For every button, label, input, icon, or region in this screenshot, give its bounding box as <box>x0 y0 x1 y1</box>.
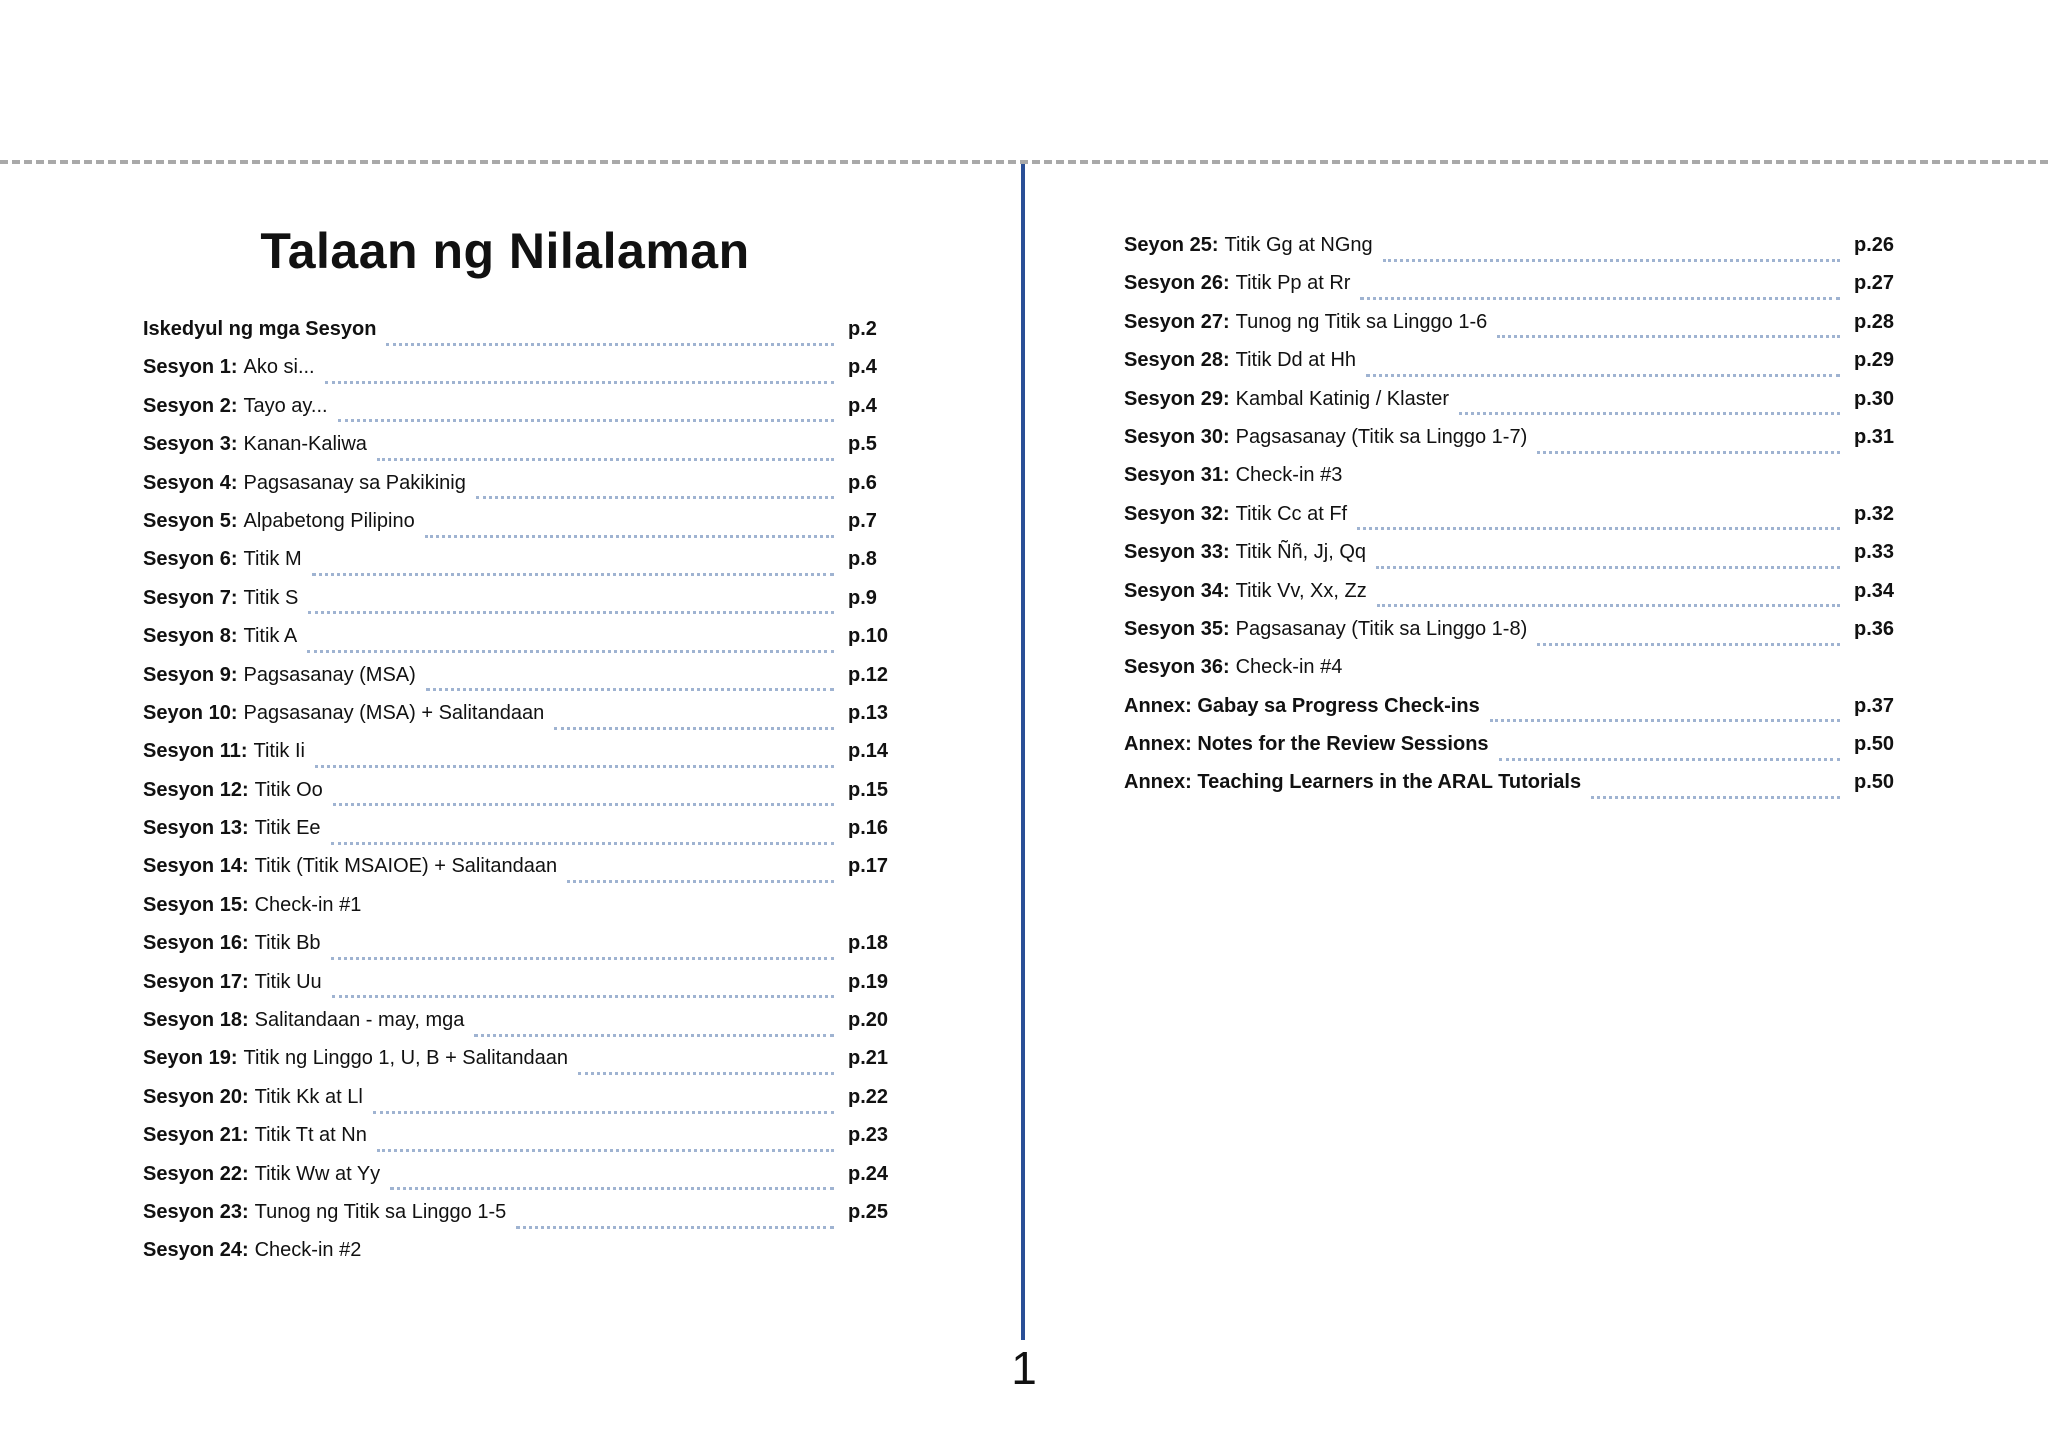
toc-entry-page: p.4 <box>848 356 877 379</box>
toc-entry[interactable] <box>143 1009 898 1047</box>
toc-entry-title: Titik Oo <box>254 778 323 801</box>
toc-entry-page: p.31 <box>1854 425 1895 448</box>
toc-entry-label: Sesyon 5: <box>143 509 238 532</box>
toc-entry-title: Titik Dd at Hh <box>1235 349 1357 372</box>
toc-dot-leader <box>325 381 834 384</box>
toc-entry[interactable] <box>1124 656 1904 694</box>
toc-entry-page: p.32 <box>1854 502 1895 525</box>
toc-entry[interactable] <box>143 548 898 586</box>
toc-entry-title: Titik Uu <box>254 970 322 993</box>
toc-entry-title: Check-in #4 <box>1235 656 1343 679</box>
toc-dot-leader <box>332 995 834 998</box>
toc-entry-title: Pagsasanay (MSA) <box>243 663 416 686</box>
toc-entry-title: Titik Cc at Ff <box>1235 502 1348 525</box>
toc-entry-page: p.8 <box>848 548 877 571</box>
toc-entry-label: Sesyon 3: <box>143 433 238 456</box>
toc-dot-leader <box>307 650 834 653</box>
toc-entry-label: Annex: Teaching Learners in the ARAL Tutorials <box>1124 771 1582 794</box>
toc-entry[interactable] <box>143 817 898 855</box>
toc-dot-leader <box>1499 758 1840 761</box>
toc-entry-label: Sesyon 33: <box>1124 541 1230 564</box>
toc-entry[interactable] <box>143 894 898 932</box>
toc-entry[interactable] <box>143 1163 898 1201</box>
toc-entry-page: p.14 <box>848 740 889 763</box>
toc-entry[interactable] <box>1124 695 1904 733</box>
toc-entry[interactable] <box>1124 349 1904 387</box>
toc-entry-title: Pagsasanay (Titik sa Linggo 1-8) <box>1235 617 1528 640</box>
toc-entry-page: p.4 <box>848 394 877 417</box>
toc-entry-page: p.17 <box>848 855 889 878</box>
toc-dot-leader <box>554 727 834 730</box>
toc-entry[interactable] <box>143 1086 898 1124</box>
toc-entry[interactable] <box>143 1047 898 1085</box>
toc-dot-leader <box>333 803 834 806</box>
toc-entry-title: Pagsasanay sa Pakikinig <box>243 471 466 494</box>
toc-entry-label: Sesyon 24: <box>143 1239 249 1262</box>
page-title: Talaan ng Nilalaman <box>260 223 750 279</box>
toc-entry-title: Check-in #1 <box>254 893 362 916</box>
toc-entry-page: p.27 <box>1854 272 1895 295</box>
toc-entry[interactable] <box>143 318 898 356</box>
toc-entry[interactable] <box>143 472 898 510</box>
toc-dot-leader <box>426 688 834 691</box>
toc-entry[interactable] <box>1124 464 1904 502</box>
toc-entry[interactable] <box>143 625 898 663</box>
toc-entry[interactable] <box>1124 388 1904 426</box>
toc-entry-page: p.26 <box>1854 234 1895 256</box>
toc-entry-page: p.25 <box>848 1200 889 1223</box>
toc-dot-leader <box>474 1034 834 1037</box>
toc-dot-leader <box>377 458 834 461</box>
toc-entry-title: Tunog ng Titik sa Linggo 1-5 <box>254 1200 507 1223</box>
toc-dot-leader <box>1377 604 1840 607</box>
toc-entry-label: Sesyon 17: <box>143 970 249 993</box>
toc-left-column <box>143 318 898 1278</box>
toc-entry-page: p.2 <box>848 318 877 340</box>
toc-entry-page: p.36 <box>1854 617 1895 640</box>
toc-entry-page: p.20 <box>848 1009 889 1032</box>
toc-dot-leader <box>1376 566 1840 569</box>
toc-entry-page: p.18 <box>848 932 889 955</box>
toc-entry-title: Kambal Katinig / Klaster <box>1235 387 1450 410</box>
toc-entry-page: p.15 <box>848 778 889 801</box>
toc-entry-page: p.7 <box>848 509 877 532</box>
toc-dot-leader <box>1537 643 1840 646</box>
toc-entry-page: p.13 <box>848 701 889 724</box>
toc-entry-label: Sesyon 21: <box>143 1124 249 1147</box>
toc-entry-label: Sesyon 35: <box>1124 617 1230 640</box>
toc-entry[interactable] <box>143 932 898 970</box>
toc-entry[interactable] <box>1124 503 1904 541</box>
toc-entry-title: Kanan-Kaliwa <box>243 433 367 456</box>
toc-dot-leader <box>1360 297 1840 300</box>
toc-dot-leader <box>338 419 834 422</box>
toc-entry[interactable] <box>143 395 898 433</box>
toc-entry-label: Sesyon 31: <box>1124 464 1230 487</box>
toc-entry-label: Sesyon 9: <box>143 663 238 686</box>
toc-entry-page: p.9 <box>848 586 877 609</box>
toc-entry[interactable] <box>143 1124 898 1162</box>
toc-entry[interactable] <box>1124 733 1904 771</box>
toc-dot-leader <box>308 611 834 614</box>
toc-dot-leader <box>331 957 834 960</box>
toc-entry[interactable] <box>143 971 898 1009</box>
toc-entry[interactable] <box>1124 426 1904 464</box>
toc-entry-label: Sesyon 13: <box>143 817 249 840</box>
toc-entry[interactable] <box>143 855 898 893</box>
toc-entry-page: p.19 <box>848 970 889 993</box>
page-divider <box>1021 164 1025 1340</box>
toc-entry-title: Titik Kk at Ll <box>254 1085 363 1108</box>
toc-dot-leader <box>567 880 834 883</box>
toc-entry-label: Sesyon 30: <box>1124 425 1230 448</box>
toc-entry-title: Tunog ng Titik sa Linggo 1-6 <box>1235 310 1488 333</box>
toc-entry[interactable] <box>1124 541 1904 579</box>
toc-dot-leader <box>312 573 834 576</box>
toc-entry[interactable] <box>1124 311 1904 349</box>
toc-entry-title: Titik M <box>243 548 302 571</box>
toc-entry-label: Sesyon 14: <box>143 855 249 878</box>
toc-entry-label: Sesyon 23: <box>143 1200 249 1223</box>
toc-dot-leader <box>1459 412 1840 415</box>
toc-dot-leader <box>476 496 834 499</box>
toc-entry[interactable] <box>1124 580 1904 618</box>
toc-entry-title: Titik S <box>243 586 299 609</box>
toc-entry-title: Salitandaan - may, mga <box>254 1009 465 1032</box>
toc-entry-label: Annex: Notes for the Review Sessions <box>1124 733 1489 756</box>
page-number: 1 <box>1011 1342 1037 1394</box>
toc-entry[interactable] <box>1124 618 1904 656</box>
toc-entry-label: Sesyon 26: <box>1124 272 1230 295</box>
toc-entry-label: Seyon 10: <box>143 701 238 724</box>
toc-entry[interactable] <box>143 510 898 548</box>
toc-entry-title: Tayo ay... <box>243 394 328 417</box>
toc-entry-page: p.21 <box>848 1047 889 1070</box>
toc-entry-label: Sesyon 36: <box>1124 656 1230 679</box>
toc-dot-leader <box>390 1187 834 1190</box>
toc-entry-title: Titik Vv, Xx, Zz <box>1235 579 1367 602</box>
toc-entry-title: Titik Tt at Nn <box>254 1124 367 1147</box>
toc-dot-leader <box>373 1111 834 1114</box>
toc-entry-page: p.28 <box>1854 310 1895 333</box>
toc-entry[interactable] <box>1124 272 1904 310</box>
toc-dot-leader <box>1497 335 1840 338</box>
toc-entry[interactable] <box>143 702 898 740</box>
toc-entry-page: p.10 <box>848 625 889 648</box>
toc-entry-title: Titik Ii <box>253 740 305 763</box>
toc-entry-label: Seyon 19: <box>143 1047 238 1070</box>
toc-dot-leader <box>331 842 834 845</box>
toc-entry-label: Sesyon 8: <box>143 625 238 648</box>
toc-entry-title: Check-in #3 <box>1235 464 1343 487</box>
toc-entry-title: Titik A <box>243 625 298 648</box>
toc-dot-leader <box>315 765 834 768</box>
toc-entry-label: Sesyon 7: <box>143 586 238 609</box>
toc-entry-title: Titik Ee <box>254 817 321 840</box>
toc-dot-leader <box>425 535 834 538</box>
toc-entry-label: Sesyon 29: <box>1124 387 1230 410</box>
toc-entry-title: Titik Ww at Yy <box>254 1162 381 1185</box>
toc-entry-title: Check-in #2 <box>254 1239 362 1262</box>
toc-entry-label: Annex: Gabay sa Progress Check-ins <box>1124 694 1480 717</box>
toc-dot-leader <box>1357 527 1840 530</box>
toc-dot-leader <box>516 1226 834 1229</box>
toc-dot-leader <box>1490 719 1840 722</box>
toc-right-column <box>1124 234 1904 810</box>
toc-entry[interactable] <box>143 587 898 625</box>
toc-entry[interactable] <box>143 1201 898 1239</box>
toc-dot-leader <box>1537 451 1840 454</box>
toc-entry-page: p.22 <box>848 1085 889 1108</box>
toc-entry[interactable] <box>143 1239 898 1277</box>
toc-entry-page: p.50 <box>1854 771 1895 794</box>
toc-dot-leader <box>1366 374 1840 377</box>
toc-entry-label: Seyon 25: <box>1124 234 1219 256</box>
toc-entry-page: p.12 <box>848 663 889 686</box>
toc-entry-label: Sesyon 1: <box>143 356 238 379</box>
toc-entry-label: Sesyon 27: <box>1124 310 1230 333</box>
toc-entry-label: Sesyon 18: <box>143 1009 249 1032</box>
toc-entry-label: Sesyon 32: <box>1124 502 1230 525</box>
toc-entry-title: Alpabetong Pilipino <box>243 509 415 532</box>
toc-entry-title: Titik ng Linggo 1, U, B + Salitandaan <box>243 1047 568 1070</box>
toc-entry-page: p.5 <box>848 433 877 456</box>
toc-entry[interactable] <box>143 740 898 778</box>
toc-entry-title: Titik Pp at Rr <box>1235 272 1351 295</box>
toc-entry-title: Pagsasanay (Titik sa Linggo 1-7) <box>1235 425 1528 448</box>
toc-entry-label: Sesyon 34: <box>1124 579 1230 602</box>
toc-entry-page: p.24 <box>848 1162 889 1185</box>
toc-dot-leader <box>578 1072 834 1075</box>
toc-entry-page: p.16 <box>848 817 889 840</box>
toc-entry-title: Titik Ññ, Jj, Qq <box>1235 541 1366 564</box>
toc-entry-page: p.23 <box>848 1124 889 1147</box>
toc-entry-label: Sesyon 20: <box>143 1085 249 1108</box>
toc-entry-page: p.37 <box>1854 694 1895 717</box>
toc-entry-label: Sesyon 28: <box>1124 349 1230 372</box>
toc-entry[interactable] <box>1124 234 1904 272</box>
toc-entry-label: Sesyon 2: <box>143 394 238 417</box>
toc-entry-page: p.6 <box>848 471 877 494</box>
toc-dot-leader <box>1383 259 1840 262</box>
toc-entry-page: p.33 <box>1854 541 1895 564</box>
toc-entry-label: Sesyon 11: <box>143 740 248 763</box>
toc-entry-label: Iskedyul ng mga Sesyon <box>143 318 377 340</box>
toc-entry-page: p.29 <box>1854 349 1895 372</box>
toc-entry-page: p.34 <box>1854 579 1895 602</box>
toc-entry[interactable] <box>143 664 898 702</box>
toc-entry-label: Sesyon 22: <box>143 1162 249 1185</box>
toc-entry-label: Sesyon 12: <box>143 778 249 801</box>
toc-entry[interactable] <box>143 356 898 394</box>
toc-entry[interactable] <box>143 779 898 817</box>
toc-dot-leader <box>386 343 834 346</box>
toc-dot-leader <box>377 1149 834 1152</box>
toc-entry[interactable] <box>143 433 898 471</box>
toc-entry-title: Titik Bb <box>254 932 321 955</box>
toc-dot-leader <box>1591 796 1840 799</box>
toc-entry[interactable] <box>1124 771 1904 809</box>
toc-entry-title: Ako si... <box>243 356 315 379</box>
toc-entry-label: Sesyon 15: <box>143 893 249 916</box>
toc-entry-title: Pagsasanay (MSA) + Salitandaan <box>243 701 545 724</box>
toc-entry-label: Sesyon 16: <box>143 932 249 955</box>
toc-entry-label: Sesyon 6: <box>143 548 238 571</box>
toc-entry-title: Titik (Titik MSAIOE) + Salitandaan <box>254 855 558 878</box>
toc-entry-page: p.50 <box>1854 733 1895 756</box>
toc-entry-label: Sesyon 4: <box>143 471 238 494</box>
toc-entry-page: p.30 <box>1854 387 1895 410</box>
toc-entry-title: Titik Gg at NGng <box>1224 234 1373 256</box>
